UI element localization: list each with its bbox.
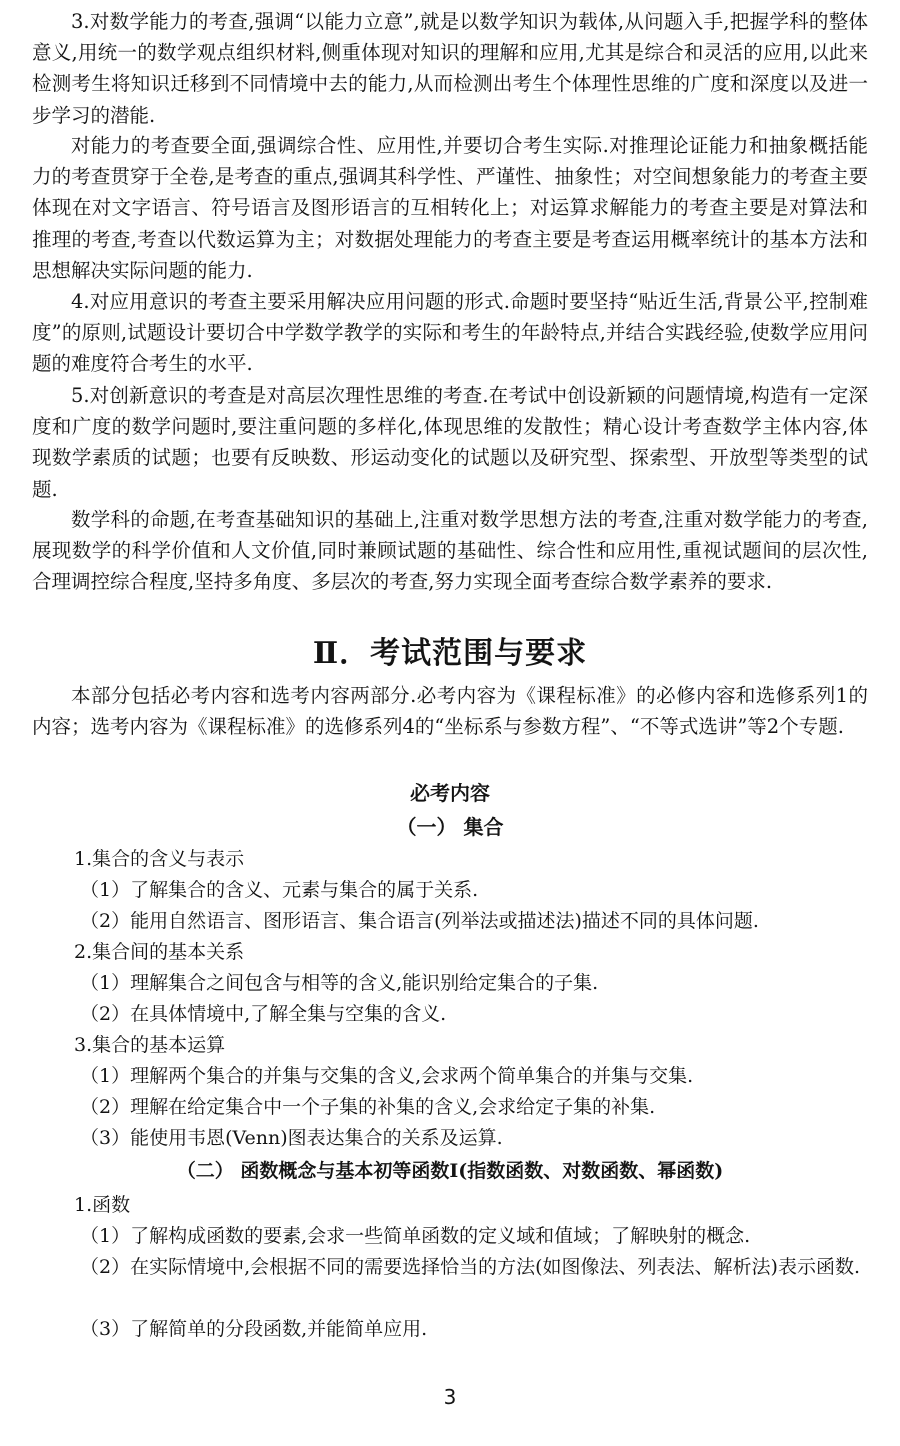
paragraph-summary: 数学科的命题,在考查基础知识的基础上,注重对数学思想方法的考查,注重对数学能力的考查,展现数学的科学价值和人文价值,同时兼顾试题的基础性、综合性和应用性,重视试题间的层次性,合理调控综合程度,坚持多角度、多层次的考查,努力实现全面考查综合数学素养的要求. — [32, 508, 868, 594]
list-item: 2.集合间的基本关系 — [74, 941, 245, 963]
list-item: 3.集合的基本运算 — [74, 1034, 226, 1056]
paragraph-ability-assessment: 对能力的考查要全面,强调综合性、应用性,并要切合考生实际.对推理论证能力和抽象概括能力的考查贯穿于全卷,是考查的重点,强调其科学性、严谨性、抽象性；对空间想象能力的考查主要体现在对文字语言、符号语言及图形语言的互相转化上；对运算求解能力的考查主要是对算法和推理的考查,考查以代数运算为主；对数据处理能力的考查主要是考查运用概率统计的基本方法和思想解决实际问题的能力. — [32, 134, 868, 282]
list-item: （2）能用自然语言、图形语言、集合语言(列举法或描述法)描述不同的具体问题. — [80, 910, 759, 932]
paragraph-application-awareness: 4.对应用意识的考查主要采用解决应用问题的形式.命题时要坚持“贴近生活,背景公平,控制难度”的原则,试题设计要切合中学数学教学的实际和考生的年龄特点,并结合实践经验,使数学应用问题的难度符合考生的水平. — [32, 290, 868, 376]
page-number: 3 — [443, 1385, 457, 1409]
list-item: （1）理解集合之间包含与相等的含义,能识别给定集合的子集. — [80, 972, 599, 994]
paragraph-math-ability: 3.对数学能力的考查,强调“以能力立意”,就是以数学知识为载体,从问题入手,把握学科的整体意义,用统一的数学观点组织材料,侧重体现对知识的理解和应用,尤其是综合和灵活的应用,以此来检测考生将知识迁移到不同情境中去的能力,从而检测出考生个体理性思维的广度和深度以及进一步学习的潜能. — [32, 10, 868, 127]
part1-heading: （一） 集合 — [396, 815, 504, 839]
list-item: 1.集合的含义与表示 — [74, 848, 245, 870]
list-item: （1）了解构成函数的要素,会求一些简单函数的定义域和值域；了解映射的概念. — [80, 1225, 751, 1247]
list-item: （2）在实际情境中,会根据不同的需要选择恰当的方法(如图像法、列表法、解析法)表示函数. — [80, 1256, 860, 1278]
paragraph-innovation-awareness: 5.对创新意识的考查是对高层次理性思维的考查.在考试中创设新颖的问题情境,构造有一定深度和广度的数学问题时,要注重问题的多样化,体现思维的发散性；精心设计考查数学主体内容,体现数学素质的试题；也要有反映数、形运动变化的试题以及研究型、探索型、开放型等类型的试题. — [32, 384, 868, 501]
list-item: （2）在具体情境中,了解全集与空集的含义. — [80, 1003, 447, 1025]
part2-heading: （二） 函数概念与基本初等函数Ⅰ(指数函数、对数函数、幂函数) — [176, 1160, 724, 1182]
list-item: （3）了解简单的分段函数,并能简单应用. — [80, 1318, 428, 1340]
list-item: （3）能使用韦恩(Venn)图表达集合的关系及运算. — [80, 1127, 503, 1149]
list-item: （1）理解两个集合的并集与交集的含义,会求两个简单集合的并集与交集. — [80, 1065, 694, 1087]
list-item: 1.函数 — [74, 1194, 131, 1216]
required-content-heading: 必考内容 — [410, 781, 490, 805]
section-title: Ⅱ．考试范围与要求 — [312, 636, 588, 671]
section-intro: 本部分包括必考内容和选考内容两部分.必考内容为《课程标准》的必修内容和选修系列1的内容；选考内容为《课程标准》的选修系列4的“坐标系与参数方程”、“不等式选讲”等2个专题. — [32, 684, 868, 739]
list-item: （2）理解在给定集合中一个子集的补集的含义,会求给定子集的补集. — [80, 1096, 656, 1118]
list-item: （1）了解集合的含义、元素与集合的属于关系. — [80, 879, 479, 901]
